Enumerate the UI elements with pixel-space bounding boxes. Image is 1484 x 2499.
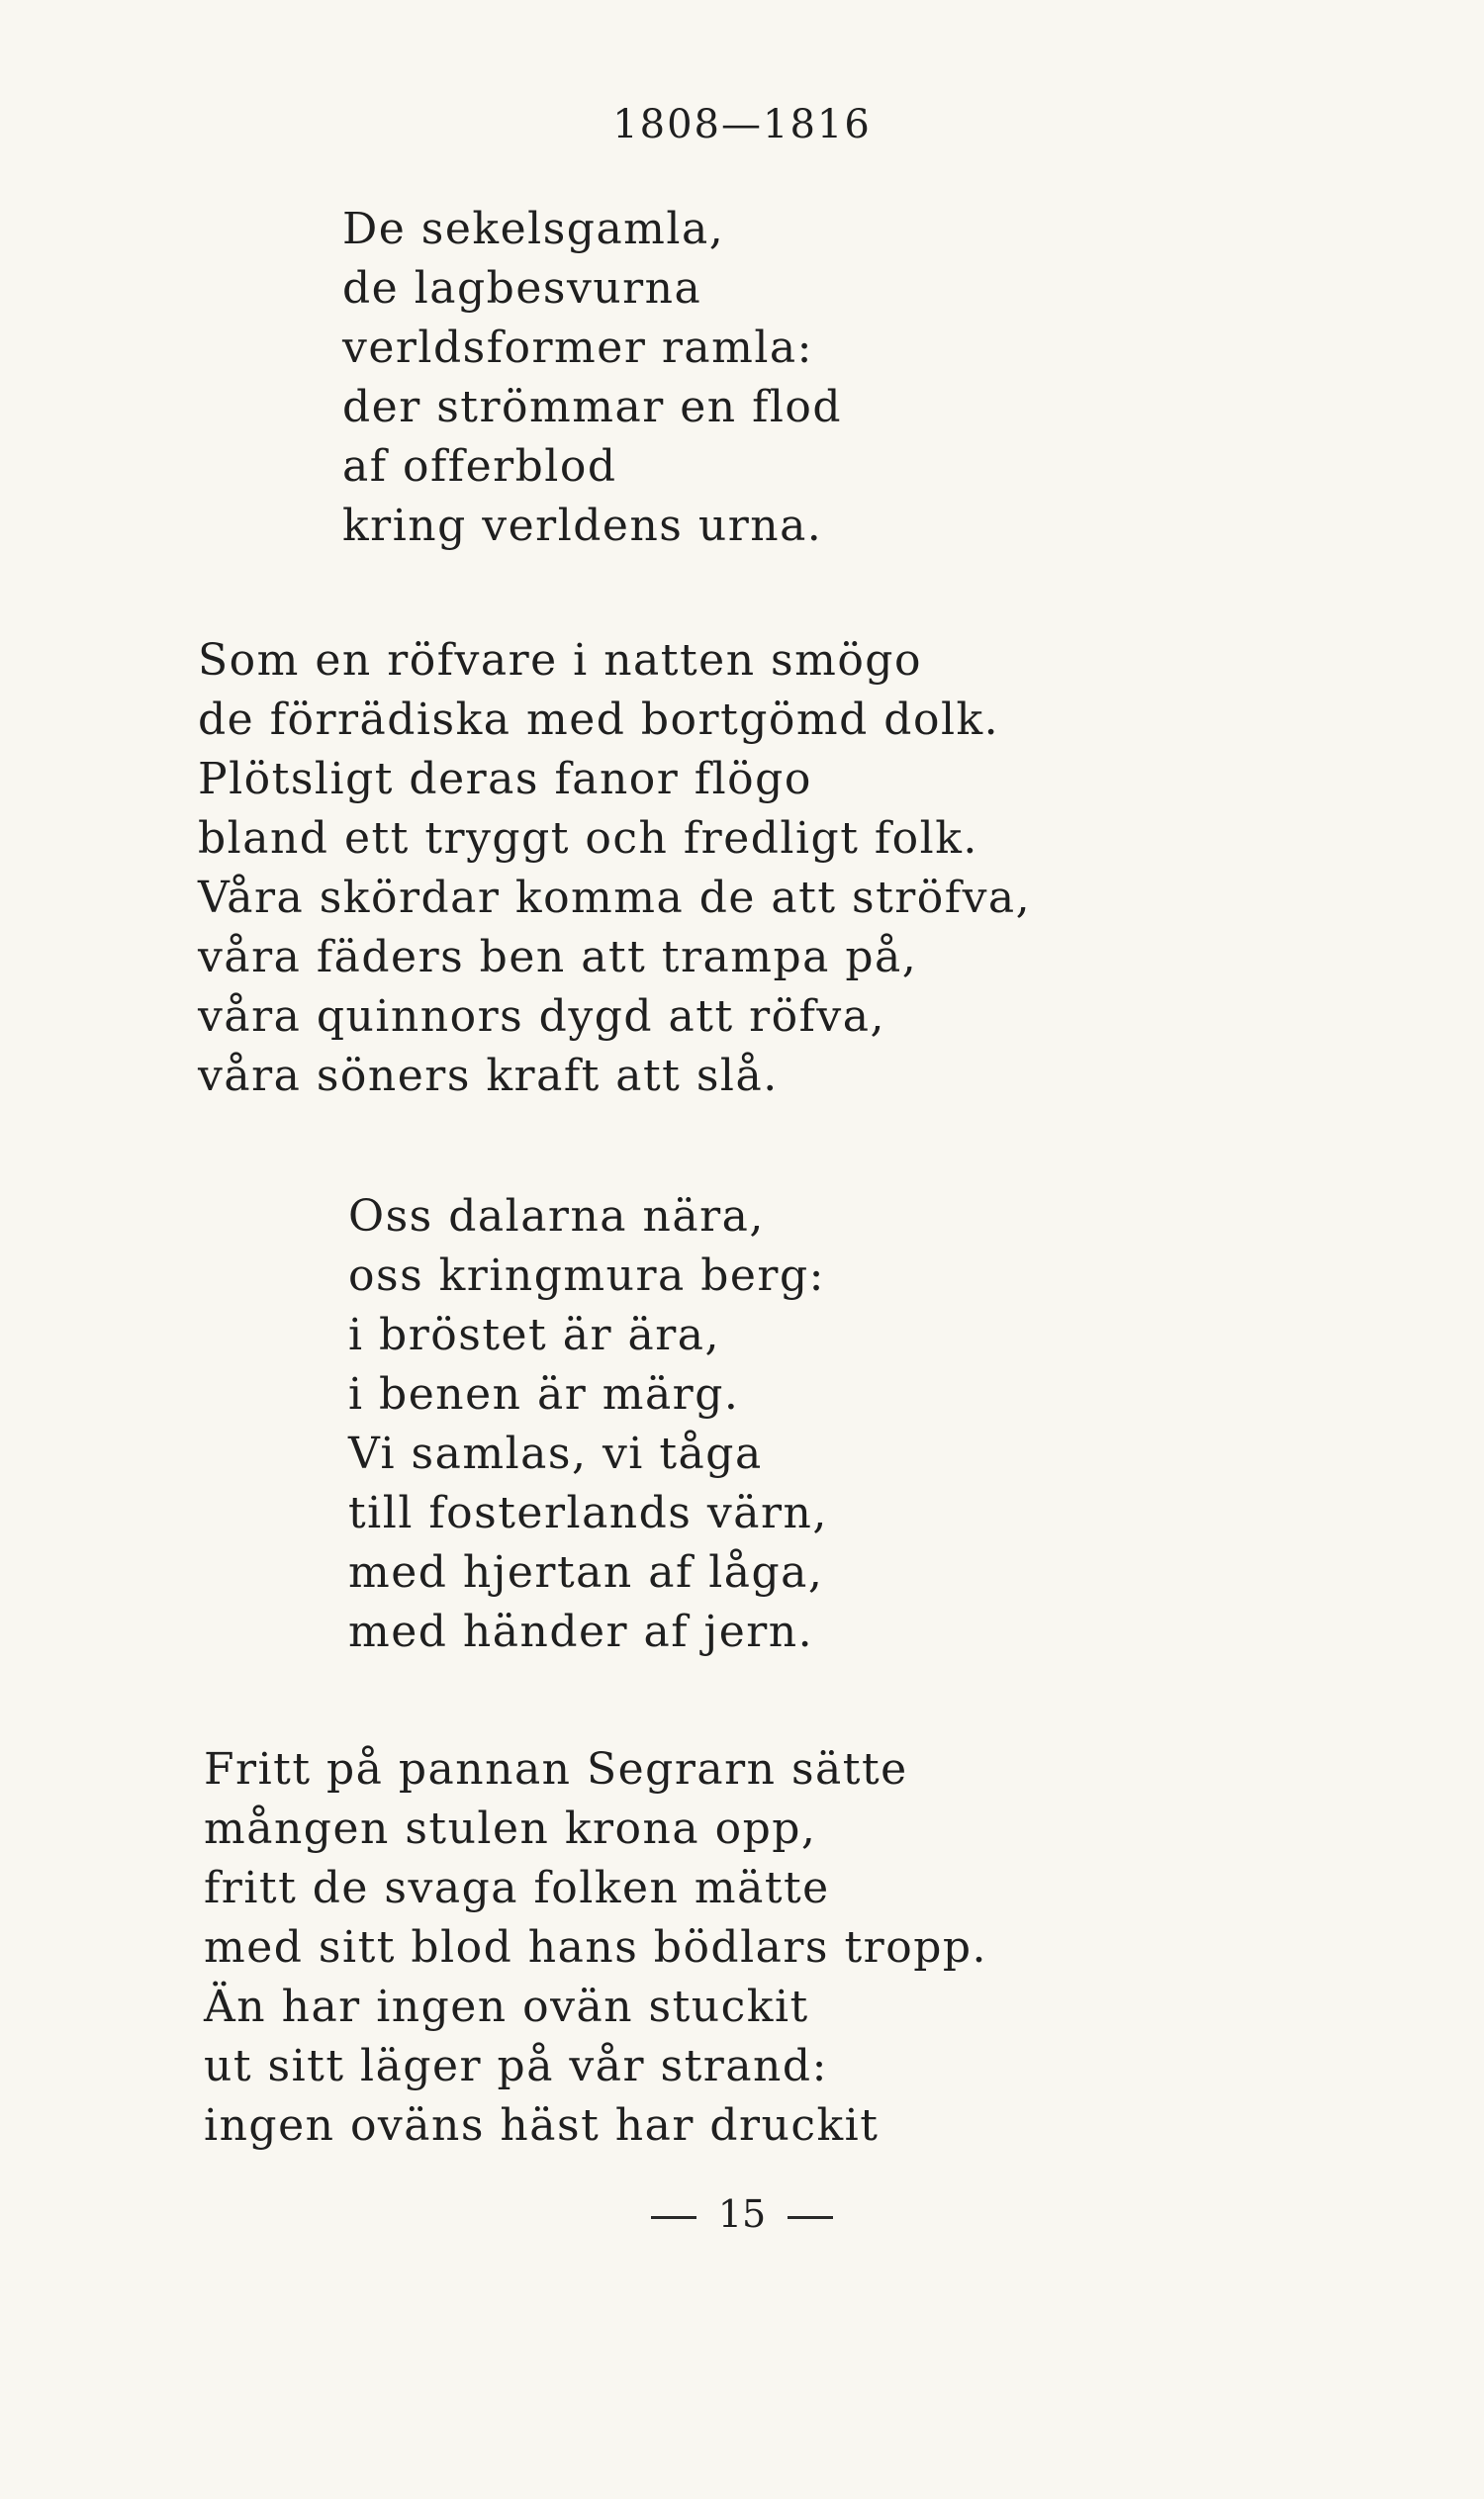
verse-line: ut sitt läger på vår strand: bbox=[204, 2041, 828, 2091]
verse-line: bland ett tryggt och fredligt folk. bbox=[198, 813, 978, 864]
verse-line: till fosterlands värn, bbox=[348, 1488, 828, 1538]
verse-line: de förrädiska med bortgömd dolk. bbox=[198, 694, 1000, 745]
verse-line: mången stulen krona opp, bbox=[204, 1804, 817, 1854]
running-header: 1808—1816 bbox=[612, 102, 872, 147]
verse-line: våra quinnors dygd att röfva, bbox=[198, 991, 885, 1042]
verse-line: Fritt på pannan Segrarn sätte bbox=[204, 1744, 908, 1795]
verse-line: Plötsligt deras fanor flögo bbox=[198, 754, 812, 804]
verse-line: Oss dalarna nära, bbox=[348, 1191, 765, 1242]
verse-line: Vi samlas, vi tåga bbox=[348, 1429, 763, 1479]
stanza-3 bbox=[348, 1187, 828, 1662]
left-dash bbox=[651, 2216, 696, 2219]
verse-line: våra söners kraft att slå. bbox=[198, 1051, 779, 1101]
verse-line: kring verldens urna. bbox=[342, 501, 823, 551]
page-number: 15 bbox=[717, 2192, 767, 2236]
verse-line: De sekelsgamla, bbox=[342, 204, 725, 254]
verse-line: våra fäders ben att trampa på, bbox=[198, 932, 918, 982]
verse-line: fritt de svaga folken mätte bbox=[204, 1863, 830, 1913]
verse-line: med hjertan af låga, bbox=[348, 1547, 824, 1598]
stanza-1 bbox=[342, 200, 842, 556]
stanza-4 bbox=[204, 1740, 987, 2156]
verse-line: verldsformer ramla: bbox=[342, 323, 813, 373]
verse-line: Än har ingen ovän stuckit bbox=[204, 1982, 809, 2032]
verse-line: med sitt blod hans bödlars tropp. bbox=[204, 1922, 988, 1973]
verse-line: i bröstet är ära, bbox=[348, 1310, 720, 1360]
verse-line: i benen är märg. bbox=[348, 1369, 740, 1420]
verse-line: ingen oväns häst har druckit bbox=[204, 2100, 880, 2151]
right-dash bbox=[788, 2216, 833, 2219]
verse-line: de lagbesvurna bbox=[342, 263, 702, 314]
verse-line: oss kringmura berg: bbox=[348, 1250, 825, 1301]
page-footer bbox=[0, 2186, 1484, 2242]
verse-line: med händer af jern. bbox=[348, 1607, 814, 1657]
verse-line: Våra skördar komma de att ströfva, bbox=[198, 873, 1032, 923]
stanza-2 bbox=[198, 631, 1031, 1106]
verse-line: der strömmar en flod bbox=[342, 382, 843, 432]
verse-line: af offerblod bbox=[342, 441, 617, 492]
verse-line: Som en röfvare i natten smögo bbox=[198, 635, 922, 686]
